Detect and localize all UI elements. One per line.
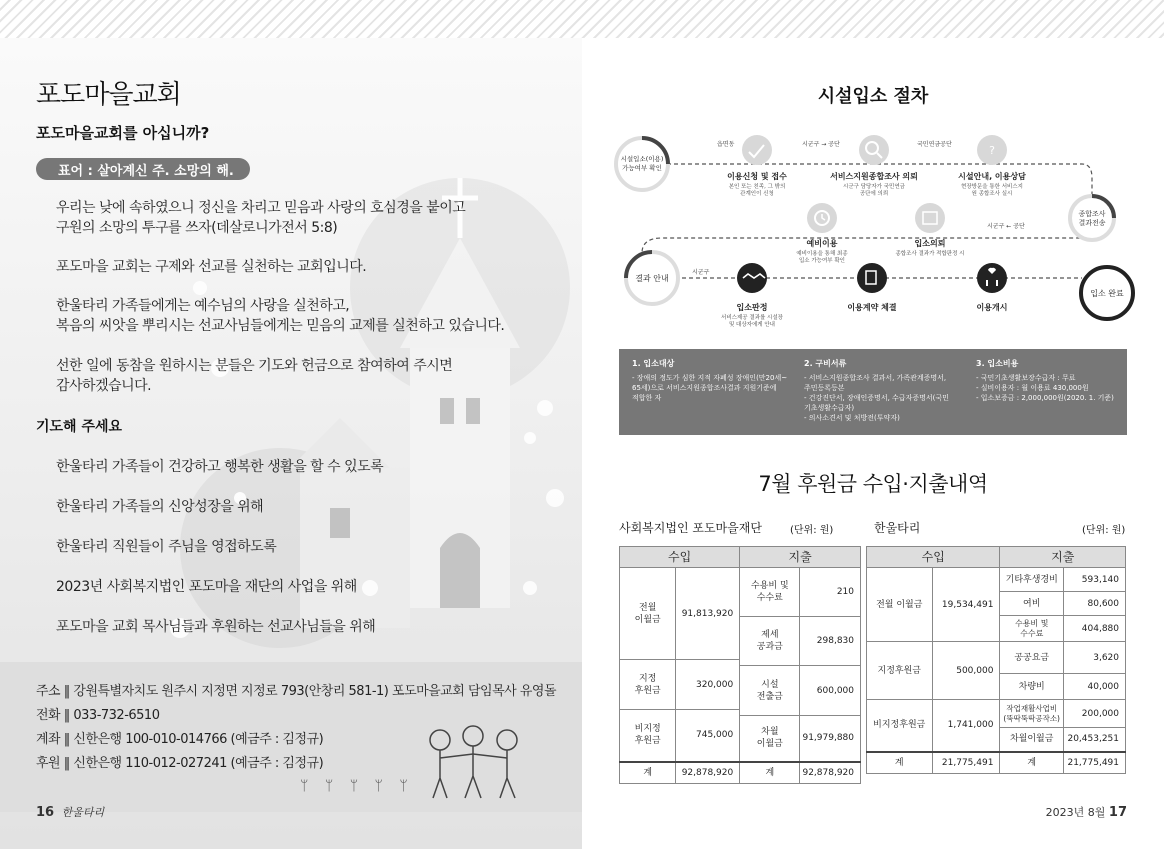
table-cell: 40,000 — [1063, 674, 1125, 700]
paragraph-3: 한울타리 가족들에게는 예수님의 사랑을 실천하고, 복음의 씨앗을 뿌리시는 선교사님들에게는 믿음의 교제를 실천하고 있습니다. — [56, 298, 505, 334]
motto-badge: 표어 : 살아계신 주. 소망의 해. — [36, 158, 250, 180]
table-cell: 기타후생경비 — [1000, 568, 1064, 592]
requirement-target: 1. 입소대상 - 장애의 정도가 심한 지적 자폐성 장애인(만20세~ 65세)으로 서비스지원종합조사결과 지원기준에 적합한 자 — [632, 359, 788, 402]
donation-title: 7월 후원금 수입·지출내역 — [758, 472, 988, 496]
table-cell: 지정 후원금 — [620, 660, 676, 710]
svg-text:본인 또는 친족, 그 밖의: 본인 또는 친족, 그 밖의 — [728, 184, 786, 190]
requirements-box — [619, 349, 1127, 435]
svg-text:현장방문을 통한 서비스지: 현장방문을 통한 서비스지 — [961, 184, 1023, 190]
top-stripe — [0, 0, 1164, 38]
table-cell: 200,000 — [1063, 700, 1125, 728]
svg-text:시군구 ← 공단: 시군구 ← 공단 — [987, 223, 1025, 230]
svg-text:예비이용: 예비이용 — [806, 239, 838, 248]
search-icon — [859, 135, 889, 165]
application-icon — [742, 135, 772, 165]
contact-info-panel — [0, 662, 582, 812]
prayer-item: 2023년 사회복지법인 포도마을 재단의 사업을 위해 — [56, 579, 357, 595]
svg-text:시설입소(이용): 시설입소(이용) — [620, 155, 664, 163]
table-cell: 404,880 — [1063, 616, 1125, 642]
contract-icon — [857, 263, 887, 293]
income-header: 수입 — [620, 547, 740, 568]
svg-text:서비스제공 결과를 시설장: 서비스제공 결과를 시설장 — [721, 315, 783, 321]
handshake-icon — [737, 263, 767, 293]
prayer-item: 포도마을 교회 목사님들과 후원하는 선교사님들을 위해 — [56, 619, 376, 635]
admission-title: 시설입소 절차 — [817, 86, 929, 107]
table-cell: 1,741,000 — [932, 700, 1000, 752]
prayer-item: 한울타리 직원들이 주님을 영접하도록 — [56, 539, 277, 555]
table-cell: 80,600 — [1063, 592, 1125, 616]
foundation-unit: (단위: 원) — [790, 525, 834, 536]
admission-flow-diagram — [612, 118, 1142, 348]
svg-text:이용신청 및 접수: 이용신청 및 접수 — [727, 172, 787, 181]
church-illustration — [160, 168, 580, 688]
table-cell: 600,000 — [800, 666, 861, 716]
svg-text:입소의뢰: 입소의뢰 — [914, 239, 946, 248]
svg-text:종합조사 결과가 적합판정 시: 종합조사 결과가 적합판정 시 — [895, 251, 965, 257]
paragraph-2: 포도마을 교회는 구제와 선교를 실천하는 교회입니다. — [56, 259, 367, 275]
table-cell: 차량비 — [1000, 674, 1064, 700]
calendar-icon — [915, 203, 945, 233]
svg-text:시군구: 시군구 — [692, 269, 710, 276]
expense-total: 92,878,920 — [800, 762, 861, 784]
svg-text:서비스지원종합조사 의뢰: 서비스지원종합조사 의뢰 — [830, 172, 918, 181]
donation-line: 후원 ‖ 신한은행 110-012-027241 (예금주 : 김정규) — [36, 756, 324, 771]
svg-text:원 종합조사 실시: 원 종합조사 실시 — [971, 191, 1013, 197]
table-cell: 500,000 — [932, 642, 1000, 700]
table-cell: 차월이월금 — [1000, 728, 1064, 752]
total-label: 계 — [867, 752, 933, 774]
table-cell: 지정후원금 — [867, 642, 933, 700]
svg-text:입소 완료: 입소 완료 — [1090, 289, 1124, 298]
page-number-left: 16 한울타리 — [36, 805, 105, 820]
table-cell: 3,620 — [1063, 642, 1125, 674]
total-label: 계 — [740, 762, 800, 784]
table-cell: 공공요금 — [1000, 642, 1064, 674]
family-icon — [977, 263, 1007, 293]
table-cell: 91,813,920 — [676, 568, 740, 660]
svg-text:?: ? — [989, 144, 995, 157]
table-cell: 비지정후원금 — [867, 700, 933, 752]
total-label: 계 — [620, 762, 676, 784]
table-cell: 여비 — [1000, 592, 1064, 616]
hanultari-unit: (단위: 원) — [1082, 525, 1126, 536]
svg-text:시설안내, 이용상담: 시설안내, 이용상담 — [958, 172, 1026, 181]
table-cell: 제세 공과금 — [740, 617, 800, 666]
svg-text:입소판정: 입소판정 — [736, 303, 768, 312]
svg-text:공단에 의뢰: 공단에 의뢰 — [859, 191, 889, 197]
svg-text:가능여부 확인: 가능여부 확인 — [622, 164, 662, 172]
prayer-item: 한울타리 가족들의 신앙성장을 위해 — [56, 499, 264, 515]
table-cell: 320,000 — [676, 660, 740, 710]
foundation-label: 사회복지법인 포도마을재단 — [619, 521, 762, 535]
income-total: 21,775,491 — [932, 752, 1000, 774]
paragraph-1: 우리는 낮에 속하였으니 정신을 차리고 믿음과 사랑의 호심경을 붙이고 구원의 소망의 투구를 쓰자(데살로니가전서 5:8) — [56, 200, 466, 236]
prayer-heading: 기도해 주세요 — [36, 419, 123, 435]
svg-text:국민연금공단: 국민연금공단 — [917, 141, 952, 148]
svg-text:관계인이 신청: 관계인이 신청 — [740, 191, 774, 197]
svg-text:읍면동: 읍면동 — [717, 141, 735, 148]
income-header: 수입 — [867, 547, 1000, 568]
phone-line: 전화 ‖ 033-732-6510 — [36, 708, 160, 723]
requirement-cost: 3. 입소비용 - 국민기초생활보장수급자 : 무료 - 실비이용자 : 월 이용료 430,000원 - 입소보증금 : 2,000,000원(2020. 1. 기준) — [976, 359, 1114, 402]
svg-text:종합조사: 종합조사 — [1078, 210, 1106, 218]
svg-text:결과 안내: 결과 안내 — [635, 274, 669, 283]
paragraph-4: 선한 일에 동참을 원하시는 분들은 기도와 헌금으로 참여하여 주시면 감사하겠습니다. — [56, 358, 453, 394]
svg-text:결과전송: 결과전송 — [1078, 219, 1106, 227]
right-page — [582, 38, 1164, 849]
church-title: 포도마을교회 — [36, 80, 181, 110]
address-line: 주소 ‖ 강원특별자치도 원주시 지정면 지정로 793(안창리 581-1) 포도마을교회 담임목사 유영돌 — [36, 684, 557, 699]
svg-text:예비이용을 통해 최종: 예비이용을 통해 최종 — [796, 251, 848, 257]
table-cell: 전월 이월금 — [620, 568, 676, 660]
table-cell: 19,534,491 — [932, 568, 1000, 642]
church-subtitle: 포도마을교회를 아십니까? — [36, 124, 210, 142]
table-cell: 수용비 및 수수료 — [1000, 616, 1064, 642]
table-cell: 298,830 — [800, 617, 861, 666]
table-cell: 시설 전출금 — [740, 666, 800, 716]
table-cell: 745,000 — [676, 710, 740, 762]
table-cell: 차월 이월금 — [740, 716, 800, 762]
expense-header: 지출 — [740, 547, 861, 568]
table-cell: 91,979,880 — [800, 716, 861, 762]
left-page — [0, 38, 582, 849]
expense-total: 21,775,491 — [1063, 752, 1125, 774]
page-number-right: 2023년 8월 17 — [1045, 805, 1127, 820]
svg-text:시군구 담당자가 국민연금: 시군구 담당자가 국민연금 — [843, 184, 905, 190]
svg-text:입소 가능여부 확인: 입소 가능여부 확인 — [798, 258, 846, 264]
account-line: 계좌 ‖ 신한은행 100-010-014766 (예금주 : 김정규) — [36, 732, 324, 747]
table-cell: 전월 이월금 — [867, 568, 933, 642]
table-cell: 593,140 — [1063, 568, 1125, 592]
table-cell: 비지정 후원금 — [620, 710, 676, 762]
sprout-decoration: ᛘ ᛘ ᛘ ᛘ ᛘ — [300, 778, 414, 794]
expense-header: 지출 — [1000, 547, 1126, 568]
table-cell: 20,453,251 — [1063, 728, 1125, 752]
hanultari-table — [866, 546, 1126, 774]
hanultari-label: 한울타리 — [874, 521, 921, 535]
children-illustration — [415, 718, 535, 808]
requirement-documents: 2. 구비서류 - 서비스지원종합조사 결과서, 가족관계증명서, 주민등록등본 - 건강진단서, 장애인증명서, 수급자증명서(국민 기초생활수급자) - 의사소견서 및 처방전(투약자) — [804, 359, 949, 422]
income-total: 92,878,920 — [676, 762, 740, 784]
consultation-icon — [977, 135, 1007, 165]
svg-text:및 대상자에게 안내: 및 대상자에게 안내 — [728, 322, 776, 328]
svg-text:시군구 → 공단: 시군구 → 공단 — [802, 141, 840, 148]
foundation-table — [619, 546, 861, 784]
total-label: 계 — [1000, 752, 1064, 774]
clock-icon — [807, 203, 837, 233]
table-cell: 수용비 및 수수료 — [740, 568, 800, 617]
svg-text:이용개시: 이용개시 — [976, 303, 1008, 312]
table-cell: 210 — [800, 568, 861, 617]
svg-text:이용계약 체결: 이용계약 체결 — [847, 303, 897, 312]
prayer-item: 한울타리 가족들이 건강하고 행복한 생활을 할 수 있도록 — [56, 459, 384, 475]
table-cell: 작업재활사업비 (뚝딱뚝딱공작소) — [1000, 700, 1064, 728]
